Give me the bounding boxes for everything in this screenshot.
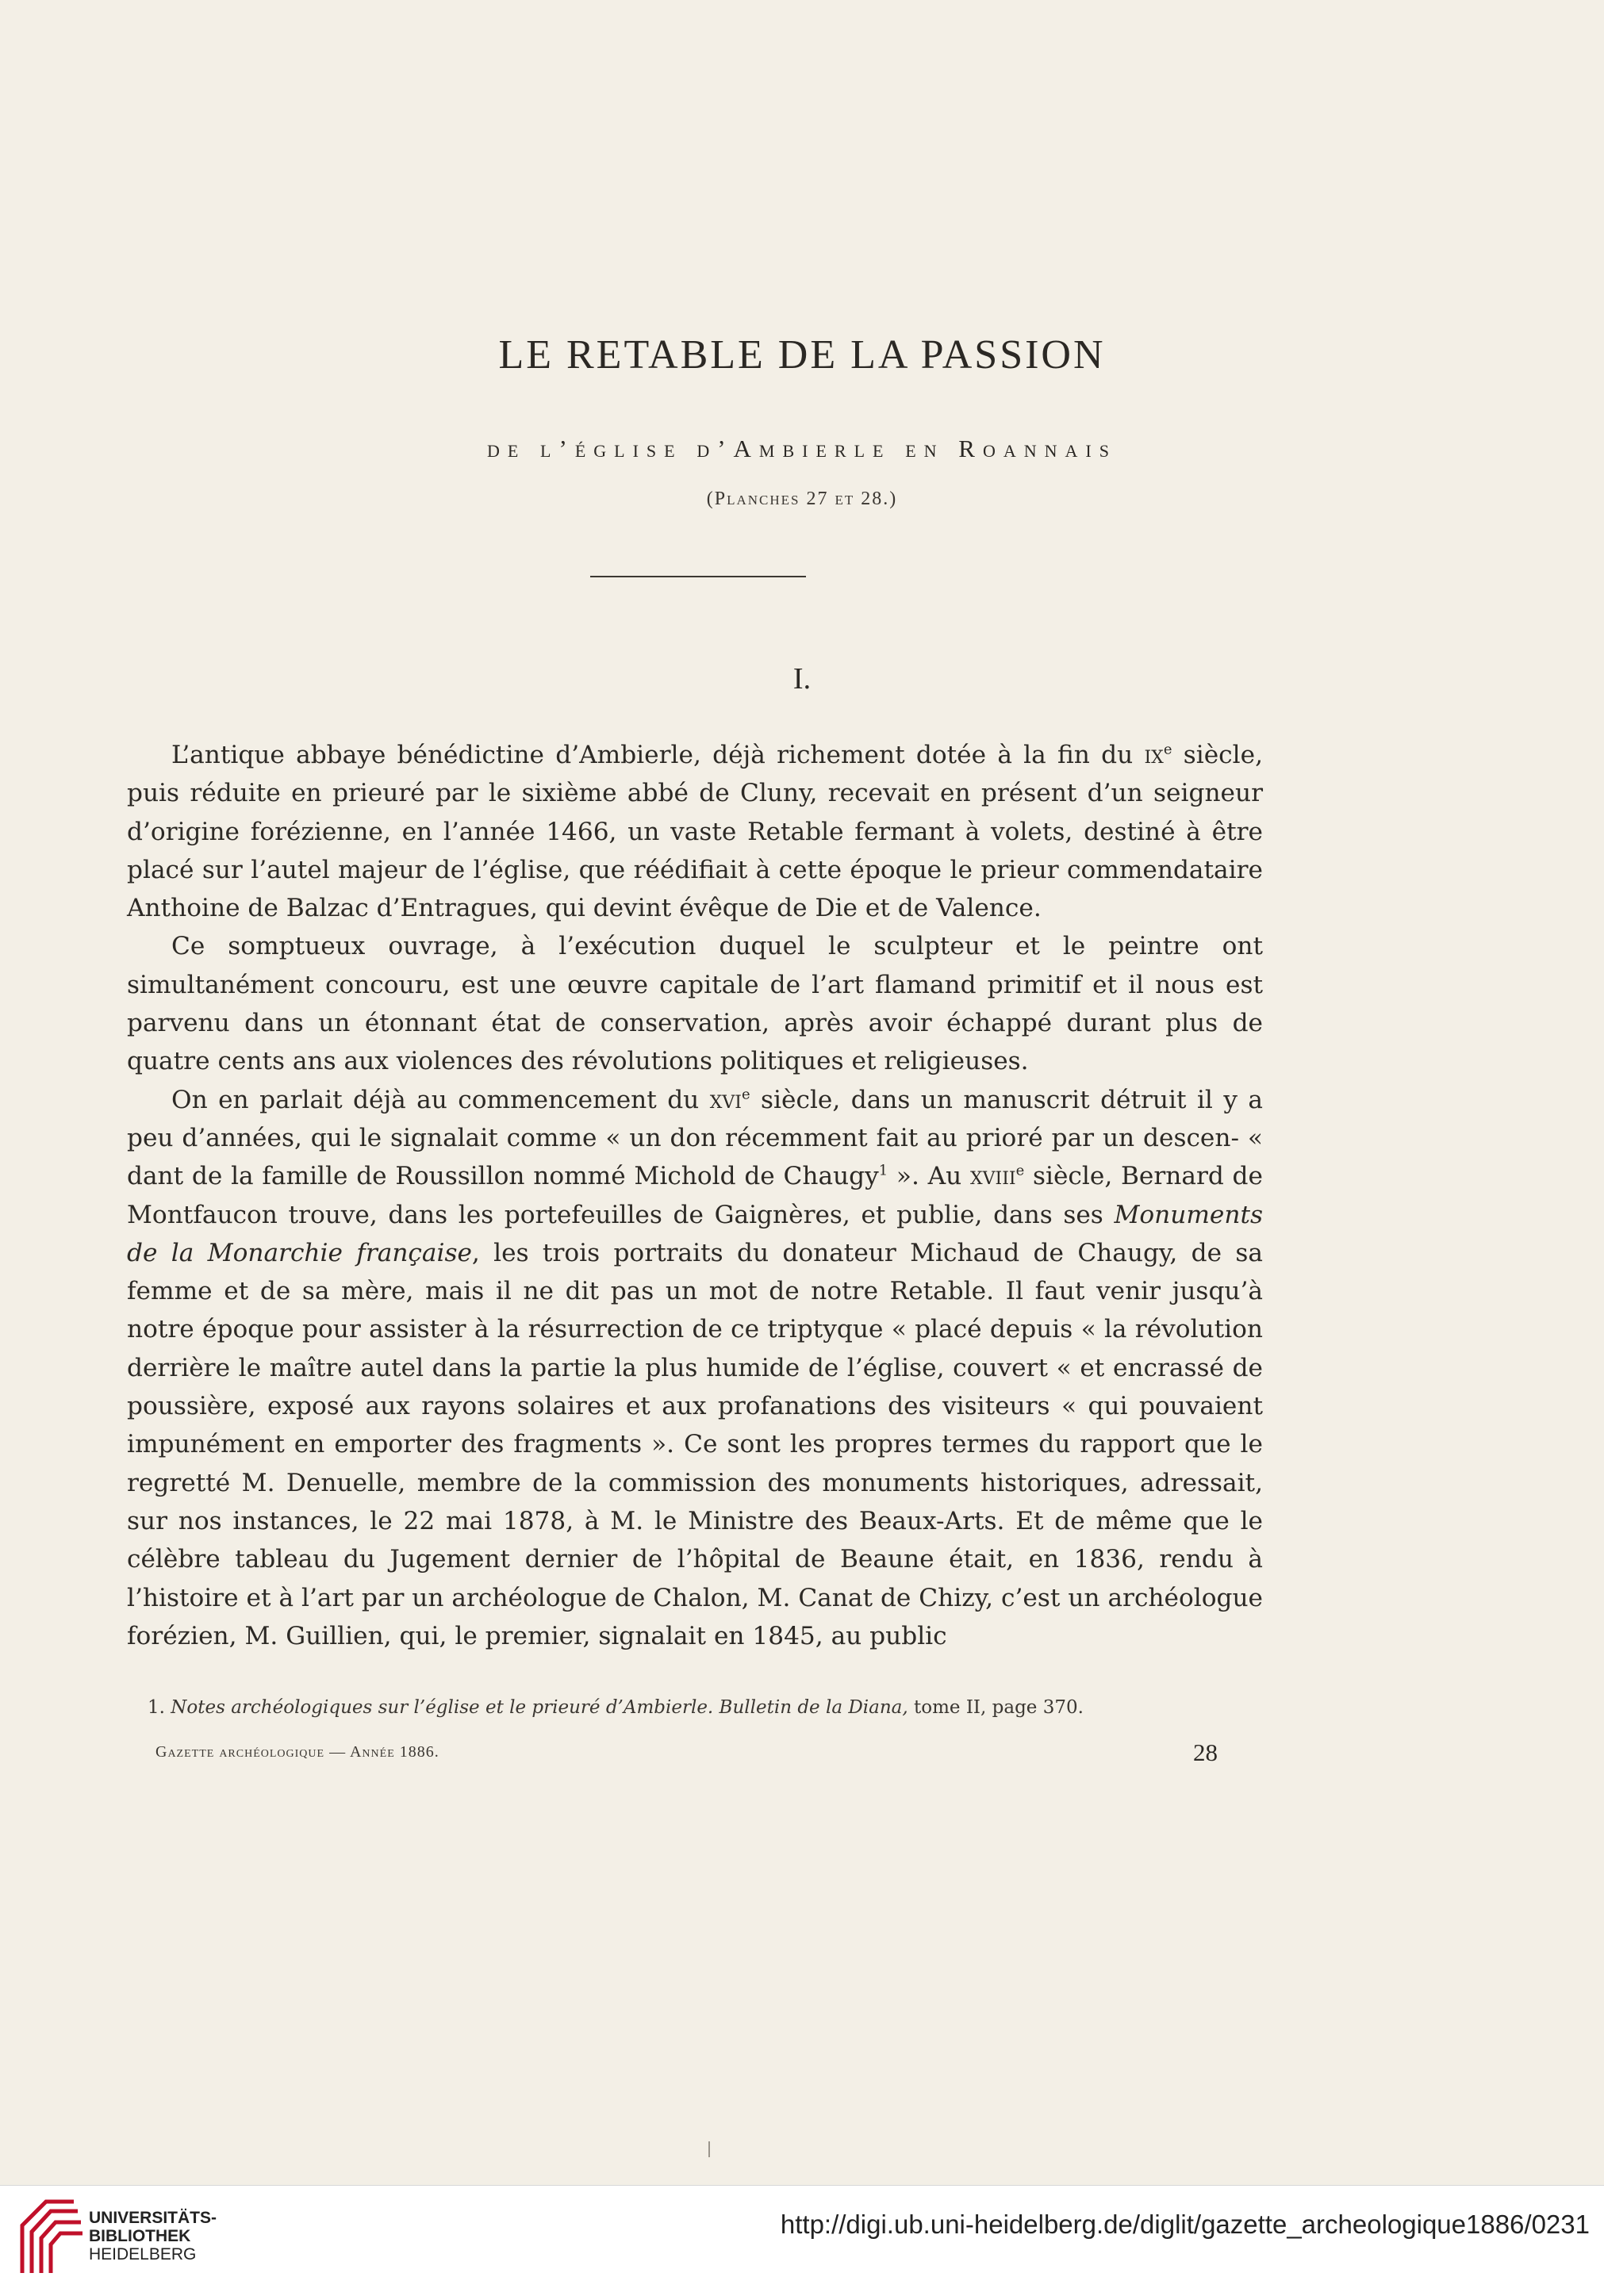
library-name-line1: UNIVERSITÄTS-	[89, 2209, 217, 2227]
permalink-url[interactable]: http://digi.ub.uni-heidelberg.de/diglit/gazette_archeologique1886/0231	[780, 2210, 1590, 2239]
paragraph-2: Ce somptueux ouvrage, à l’exécution duquel le sculpteur et le peintre ont simultanément concouru, est une œuvre capitale de l’art flamand primitif et il nous est parvenu dans un étonnant état de conservation, après avoir échappé durant plus de quatre cents ans aux violences des révolutions politiques et religieuses.	[127, 932, 1263, 1076]
footnote-rest: tome II, page 370.	[908, 1697, 1084, 1718]
paragraph-3-part-a: On en parlait déjà au commencement du	[171, 1085, 710, 1114]
footnote-number: 1.	[148, 1697, 165, 1718]
section-number: I.	[792, 662, 812, 696]
paragraph-1	[127, 736, 1263, 927]
article-subtitle: de l’église d’Ambierle en Roannais	[486, 435, 1117, 462]
university-library-logo-icon	[14, 2194, 86, 2281]
paragraph-1-part-a: L’antique abbaye bénédictine d’Ambierle, déjà richement dotée à la fin du	[171, 741, 1145, 769]
library-name	[89, 2209, 217, 2263]
paragraph-3	[127, 1081, 1263, 1655]
page-tick-mark	[708, 2141, 710, 2157]
century-ix: $ix^e$	[1144, 741, 1172, 769]
cited-work-title: Monuments de la Monarchie française	[127, 1200, 1263, 1267]
title-divider	[590, 576, 806, 577]
century-xviii: xviii$^e$	[969, 1162, 1025, 1191]
paragraph-1-part-b: siècle, puis réduite en prieuré par le sixième abbé de Cluny, recevait en présent d’un seigneur d’origine forézienne, en l’année 1466, un vaste Retable fermant à volets, destiné à être placé sur l’autel majeur de l’église, que réédifiait à cette époque le prieur commendataire Anthoine de Balzac d’Entragues, qui devint évêque de Die et de Valence.	[127, 741, 1263, 923]
viewer-footer	[0, 2185, 1604, 2296]
page-number: 28	[1193, 1738, 1218, 1766]
century-xvi: xvi$^e$	[709, 1085, 750, 1114]
footnote-citation: Notes archéologiques sur l’église et le prieuré d’Ambierle. Bulletin de la Diana,	[171, 1697, 908, 1718]
paragraph-3-part-e: , les trois portraits du donateur Michaud de Chaugy, de sa femme et de sa mère, mais il ne dit pas un mot de notre Retable. Il faut venir jusqu’à notre époque pour assister à la résurrection de ce triptyque « placé depuis « la révolution derrière le maître autel dans la partie la plus humide de l’église, couvert « et encrassé de poussière, exposé aux rayons solaires et aux profanations des visiteurs « qui pouvaient impunément en emporter des fragments ». Ce sont les propres termes du rapport que le regretté M. Denuelle, membre de la commission des monuments historiques, adressait, sur nos instances, le 22 mai 1878, à M. le Ministre des Beaux-Arts. Et de même que le célèbre tableau du Jugement dernier de l’hôpital de Beaune était, en 1836, rendu à l’histoire et à l’art par un archéologue de Chalon, M. Canat de Chizy, c’est un archéologue forézien, M. Guillien, qui, le premier, signalait en 1845, au public	[127, 1238, 1263, 1650]
running-footer: Gazette archéologique — Année 1886.	[155, 1743, 439, 1761]
paragraph-3-part-d: siècle, Bernard de Montfaucon trouve, dans les portefeuilles de Gaignères, et publie, dans ses	[127, 1162, 1263, 1229]
article-body	[127, 736, 1263, 1655]
library-name-line2: BIBLIOTHEK	[89, 2227, 191, 2245]
paragraph-3-part-c: ». Au	[888, 1162, 970, 1191]
paragraph-3-part-b: siècle, dans un manuscrit détruit il y a peu d’années, qui le signalait comme « un don récemment fait au prioré par un descen- « dant de la famille de Roussillon nommé Michold de Chaugy	[127, 1085, 1263, 1191]
plates-reference: (Planches 27 et 28.)	[706, 489, 898, 509]
footnote-reference[interactable]: 1	[878, 1162, 888, 1179]
footnote	[148, 1697, 1274, 1718]
article-title: LE RETABLE DE LA PASSION	[498, 332, 1106, 378]
library-name-line3: HEIDELBERG	[89, 2245, 197, 2263]
